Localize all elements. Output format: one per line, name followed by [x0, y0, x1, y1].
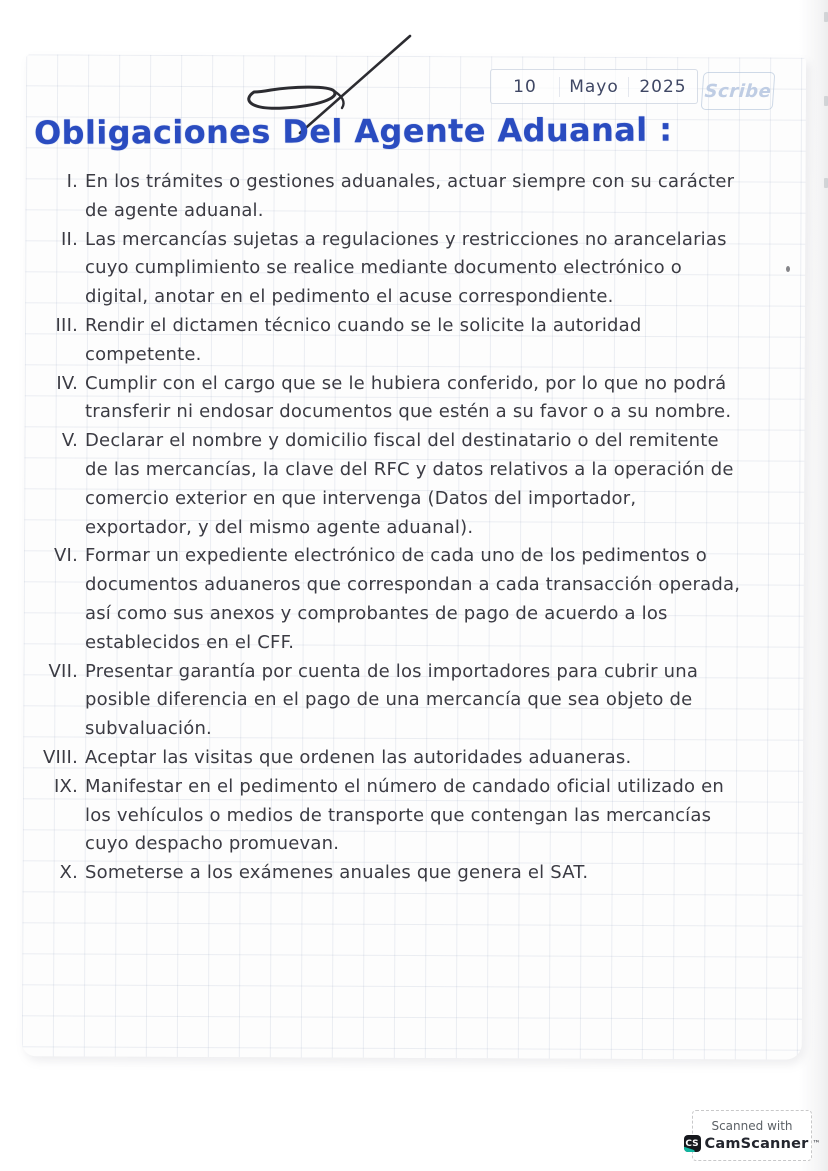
- item-text: Rendir el dictamen técnico cuando se le solicite la autoridad competente.: [85, 314, 642, 365]
- list-item: [38, 658, 744, 744]
- date-day: 10: [491, 77, 560, 97]
- camscanner-brand-row: [684, 1135, 821, 1152]
- item-numeral: III.: [55, 314, 78, 336]
- list-item: [38, 226, 744, 312]
- scribe-brand-logo: [701, 72, 776, 110]
- item-numeral: VIII.: [43, 746, 78, 768]
- item-numeral: I.: [66, 171, 78, 192]
- item-text: Las mercancías sujetas a regulaciones y restricciones no arancelarias cuyo cumplimiento se realice mediante documento electrónico o digital, anotar en el pedimento el acuse correspondiente.: [85, 228, 727, 308]
- camscanner-app-icon: [684, 1135, 701, 1152]
- camscanner-app-name: CamScanner: [704, 1135, 809, 1152]
- item-text: Manifestar en el pedimento el número de candado oficial utilizado en los vehículos o medios de transporte que contengan las mercancías cuyo despacho promuevan.: [85, 775, 725, 855]
- page-title: Obligaciones Del Agente Aduanal :: [33, 110, 673, 152]
- item-numeral: X.: [59, 862, 78, 884]
- page-edge-mark: [824, 96, 828, 106]
- item-text: En los trámites o gestiones aduanales, actuar siempre con su carácter de agente aduanal.: [85, 171, 735, 221]
- item-numeral: II.: [61, 228, 78, 250]
- camscanner-watermark: [685, 1110, 821, 1161]
- date-field: [490, 69, 698, 104]
- item-numeral: VI.: [54, 545, 78, 567]
- page-edge-mark: [824, 12, 828, 22]
- camscanner-icon-letters: CS: [685, 1138, 699, 1149]
- item-numeral: VII.: [48, 660, 78, 682]
- ink-speck: [786, 266, 790, 272]
- list-item: [38, 427, 744, 542]
- scanned-with-label: Scanned with: [711, 1119, 793, 1133]
- trademark-symbol: ™: [812, 1139, 821, 1148]
- item-numeral: IV.: [56, 372, 78, 394]
- page-edge-mark: [824, 178, 828, 188]
- item-text: Formar un expediente electrónico de cada uno de los pedimentos o documentos aduaneros que correspondan a cada transacción operada, así como sus anexos y comprobantes de pago de acuerdo a los establecidos en el CFF.: [85, 545, 741, 653]
- list-item: [38, 773, 744, 859]
- list-item: [38, 168, 744, 226]
- item-numeral: IX.: [54, 775, 78, 797]
- list-item: [38, 542, 744, 657]
- item-text: Declarar el nombre y domicilio fiscal del destinatario o del remitente de las mercancías, la clave del RFC y datos relativos a la operación de comercio exterior en que intervenga (Datos del importador, exportador, y del mismo agente aduanal).: [85, 430, 734, 538]
- list-item: [38, 312, 744, 370]
- item-text: Presentar garantía por cuenta de los importadores para cubrir una posible diferencia en el pago de una mercancía que sea objeto de subvaluación.: [85, 660, 699, 740]
- date-year: 2025: [639, 76, 687, 97]
- notes-list: [38, 168, 744, 888]
- list-item: [38, 859, 744, 888]
- date-month: Mayo: [560, 77, 629, 97]
- item-text: Someterse a los exámenes anuales que genera el SAT.: [85, 862, 589, 884]
- scribe-brand-label: Scribe: [703, 80, 773, 102]
- item-numeral: V.: [61, 430, 78, 452]
- list-item: [38, 370, 744, 428]
- item-text: Aceptar las visitas que ordenen las autoridades aduaneras.: [85, 746, 632, 768]
- list-item: [38, 744, 744, 773]
- item-text: Cumplir con el cargo que se le hubiera conferido, por lo que no podrá transferir ni endosar documentos que estén a su favor o a su nombre.: [85, 372, 732, 423]
